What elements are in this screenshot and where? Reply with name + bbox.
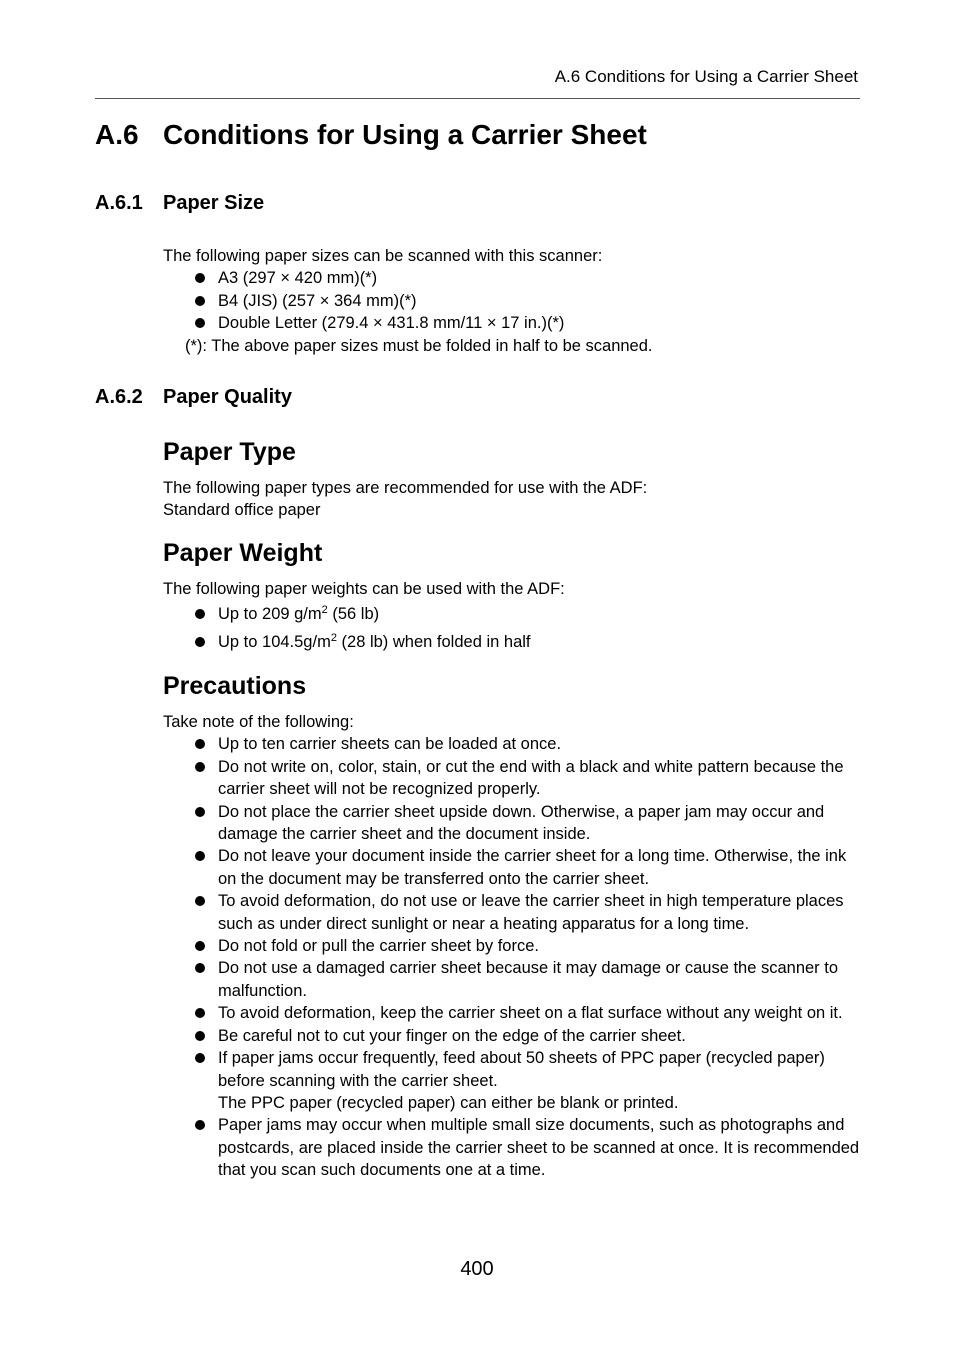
paper-weight-list	[163, 600, 863, 656]
list-item	[218, 628, 863, 656]
section-title: Conditions for Using a Carrier Sheet	[163, 119, 647, 150]
weight-value: Up to 104.5g/m	[218, 633, 331, 652]
section-heading	[95, 117, 647, 153]
running-header: A.6 Conditions for Using a Carrier Sheet	[554, 67, 858, 86]
paper-size-number: A.6.1	[95, 192, 143, 214]
paper-type-value: Standard office paper	[163, 501, 321, 520]
list-item	[218, 600, 863, 628]
paper-weight-heading: Paper Weight	[163, 539, 323, 567]
precautions-body	[163, 711, 863, 1182]
paper-size-body	[163, 245, 863, 357]
list-item: A3 (297 × 420 mm)(*)	[218, 267, 863, 289]
paper-weight-body	[163, 578, 863, 656]
list-item: Do not place the carrier sheet upside down. Otherwise, a paper jam may occur and damage the carrier sheet and the document inside.	[218, 801, 863, 846]
list-item: Be careful not to cut your finger on the edge of the carrier sheet.	[218, 1025, 863, 1047]
weight-exponent: 2	[321, 604, 328, 617]
list-item: Do not fold or pull the carrier sheet by force.	[218, 935, 863, 957]
weight-exponent: 2	[330, 632, 337, 645]
list-item: To avoid deformation, do not use or leave the carrier sheet in high temperature places such as under direct sunlight or near a heating apparatus for a long time.	[218, 890, 863, 935]
list-item	[218, 1047, 863, 1114]
paper-size-heading	[95, 190, 264, 216]
paper-size-intro: The following paper sizes can be scanned with this scanner:	[163, 247, 603, 265]
section-number: A.6	[95, 119, 139, 150]
paper-quality-number: A.6.2	[95, 386, 143, 408]
precautions-list	[163, 733, 863, 1181]
paper-weight-intro: The following paper weights can be used with the ADF:	[163, 580, 565, 598]
list-item: Up to ten carrier sheets can be loaded at once.	[218, 733, 863, 755]
weight-detail: (56 lb)	[327, 605, 380, 624]
paper-size-list	[163, 267, 863, 334]
paper-size-title: Paper Size	[163, 192, 265, 214]
list-item: Do not use a damaged carrier sheet because it may damage or cause the scanner to malfunction.	[218, 957, 863, 1002]
page-number: 400	[460, 1258, 494, 1280]
list-item: B4 (JIS) (257 × 364 mm)(*)	[218, 290, 863, 312]
paper-quality-title: Paper Quality	[163, 386, 292, 408]
weight-value: Up to 209 g/m	[218, 605, 322, 624]
paper-type-body	[163, 477, 863, 522]
list-item-text: If paper jams occur frequently, feed about 50 sheets of PPC paper (recycled paper) before scanning with the carrier sheet.	[218, 1049, 825, 1090]
paper-type-heading: Paper Type	[163, 438, 296, 466]
list-item: Paper jams may occur when multiple small size documents, such as photographs and postcards, are placed inside the carrier sheet to be scanned at once. It is recommended that you scan such documents one at a time.	[218, 1114, 863, 1181]
paper-quality-heading	[95, 384, 292, 410]
header-divider	[95, 98, 860, 99]
weight-detail: (28 lb) when folded in half	[336, 633, 531, 652]
list-item-subline: The PPC paper (recycled paper) can either be blank or printed.	[218, 1093, 679, 1112]
paper-size-note: (*): The above paper sizes must be folded in half to be scanned.	[185, 336, 653, 355]
list-item: To avoid deformation, keep the carrier sheet on a flat surface without any weight on it.	[218, 1002, 863, 1024]
list-item: Double Letter (279.4 × 431.8 mm/11 × 17 in.)(*)	[218, 312, 863, 334]
precautions-intro: Take note of the following:	[163, 713, 354, 731]
precautions-heading: Precautions	[163, 672, 307, 700]
paper-type-intro: The following paper types are recommended for use with the ADF:	[163, 479, 648, 497]
list-item: Do not write on, color, stain, or cut the end with a black and white pattern because the carrier sheet will not be recognized properly.	[218, 756, 863, 801]
list-item: Do not leave your document inside the carrier sheet for a long time. Otherwise, the ink on the document may be transferred onto the carrier sheet.	[218, 845, 863, 890]
